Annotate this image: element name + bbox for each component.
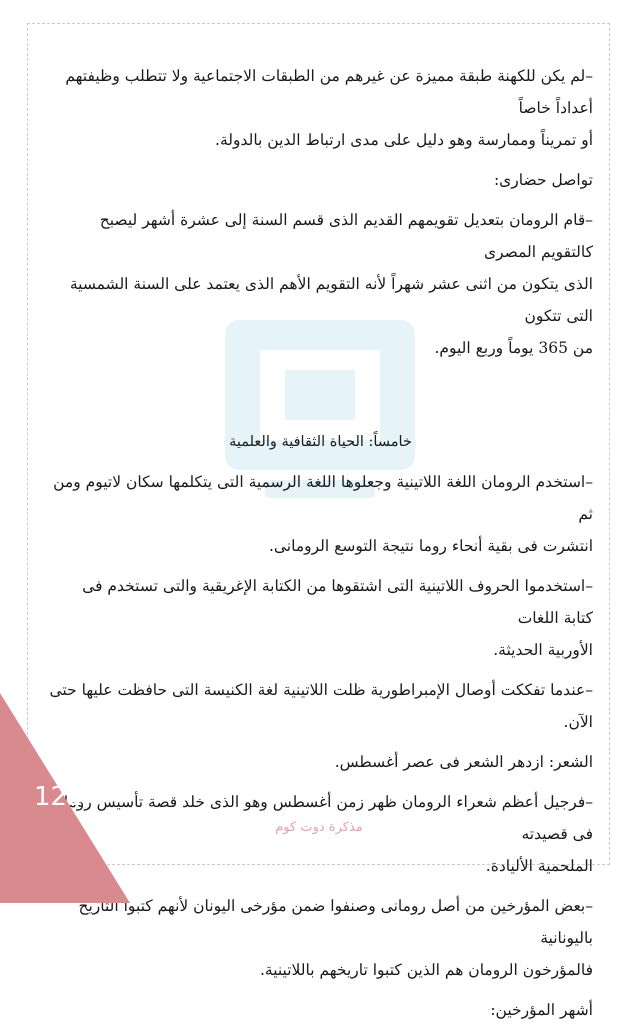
paragraph-letters-line-1: –استخدموا الحروف اللاتينية التى اشتقوها من الكتابة الإغريقية والتى تستخدم فى كتابة اللغات [82,577,593,627]
subheading-cultural-contact: تواصل حضارى: [493,171,593,189]
paragraph-calendar-line-3: من 365 يوماً وربع اليوم. [434,339,593,357]
paragraph-calendar-line-1: –قام الرومان بتعديل تقويمهم القديم الذى قسم السنة إلى عشرة أشهر ليصبح كالتقويم المصرى [99,211,593,261]
section-heading: خامساً: الحياة الثقافية والعلمية [229,434,412,450]
paragraph-church: –عندما تفككت أوصال الإمبراطورية ظلت اللاتينية لغة الكنيسة التى حافظت عليها حتى الآن. [49,681,593,731]
page-number: 122 [34,782,84,812]
footer-brand: مذكرة دوت كوم [275,820,363,835]
paragraph-latin-line-1: –استخدم الرومان اللغة اللاتينية وجعلوها اللغة الرسمية التى يتكلمها سكان لاتيوم ومن ثم [53,473,593,523]
paragraph-priests-line-2: أو تمريناً وممارسة وهو دليل على مدى ارتباط الدين بالدولة. [215,131,593,149]
subheading-famous-historians: أشهر المؤرخين: [490,1001,593,1019]
paragraph-historians-line-2: فالمؤرخون الرومان هم الذين كتبوا تاريخهم باللاتينية. [259,961,593,979]
paragraph-priests-line-1: –لم يكن للكهنة طبقة مميزة عن غيرهم من الطبقات الاجتماعية ولا تتطلب وظيفتهم أعداداً خاصاً [65,67,593,117]
paragraph-historians-line-1: –بعض المؤرخين من أصل رومانى وصنفوا ضمن مؤرخى اليونان لأنهم كتبوا التاريخ باليونانية [78,897,593,947]
paragraph-virgil-line-2: الملحمية الأليادة. [485,857,593,875]
subheading-poetry: الشعر: ازدهر الشعر فى عصر أغسطس. [334,753,593,771]
paragraph-virgil-line-1: –فرجيل أعظم شعراء الرومان ظهر زمن أغسطس وهو الذى خلد قصة تأسيس روما فى قصيدته [63,793,593,843]
paragraph-calendar-line-2: الذى يتكون من اثنى عشر شهراً لأنه التقويم الأهم الذى يعتمد على السنة الشمسية التى تتكون [69,275,593,325]
paragraph-letters-line-2: الأوربية الحديثة. [493,641,593,659]
paragraph-latin-line-2: انتشرت فى بقية أنحاء روما نتيجة التوسع الرومانى. [268,537,593,555]
